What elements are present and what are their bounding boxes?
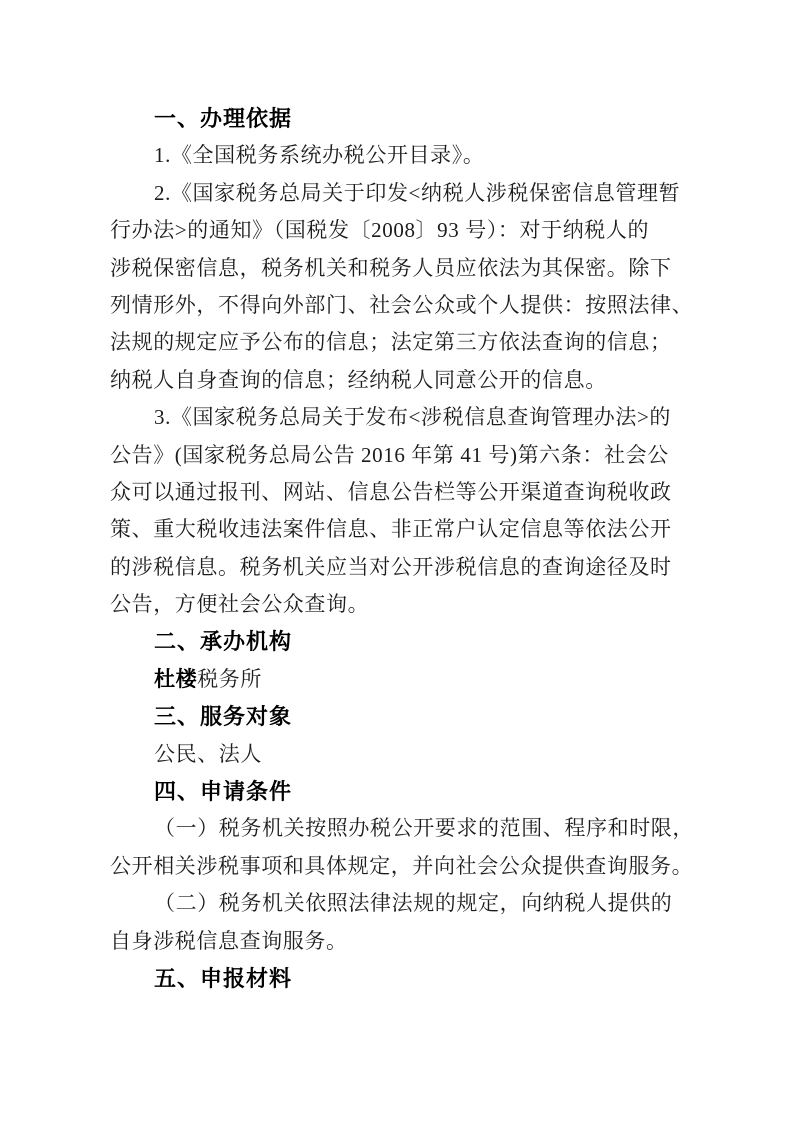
basis-item-2-line-3: 涉税保密信息，税务机关和税务人员应依法为其保密。除下 bbox=[110, 255, 672, 280]
basis-item-2-line-5: 法规的规定应予公布的信息；法定第三方依法查询的信息； bbox=[110, 330, 672, 355]
conditions-item-1-line-2: 公开相关涉税事项和具体规定，并向社会公众提供查询服务。 bbox=[110, 853, 694, 878]
conditions-item-2-line-1: （二）税务机关依照法律法规的规定，向纳税人提供的 bbox=[154, 891, 673, 916]
basis-item-3-line-3: 众可以通过报刊、网站、信息公告栏等公开渠道查询税收政 bbox=[110, 479, 672, 504]
section-heading-service-target: 三、服务对象 bbox=[154, 704, 293, 730]
basis-item-3-line-5: 的涉税信息。税务机关应当对公开涉税信息的查询途径及时 bbox=[110, 554, 672, 579]
basis-item-3-line-2: 公告》(国家税务总局公告 2016 年第 41 号)第六条：社会公 bbox=[110, 442, 669, 467]
basis-item-2-line-2: 行办法>的通知》（国税发〔2008〕93 号）：对于纳税人的 bbox=[110, 218, 650, 243]
section-heading-conditions: 四、申请条件 bbox=[154, 779, 293, 805]
basis-item-2-line-1: 2.《国家税务总局关于印发<纳税人涉税保密信息管理暂 bbox=[154, 180, 681, 205]
basis-item-1: 1.《全国税务系统办税公开目录》。 bbox=[154, 143, 485, 168]
section-heading-materials: 五、申报材料 bbox=[154, 965, 293, 991]
organization-name-bold: 杜楼 bbox=[154, 667, 198, 691]
basis-item-3-line-4: 策、重大税收违法案件信息、非正常户认定信息等依法公开 bbox=[110, 517, 672, 542]
organization-name-regular: 税务所 bbox=[197, 666, 263, 691]
basis-item-2-line-4: 列情形外，不得向外部门、社会公众或个人提供：按照法律、 bbox=[110, 292, 694, 317]
conditions-item-1-line-1: （一）税务机关按照办税公开要求的范围、程序和时限， bbox=[154, 816, 694, 841]
section-heading-basis: 一、办理依据 bbox=[154, 106, 293, 131]
basis-item-2-line-6: 纳税人自身查询的信息；经纳税人同意公开的信息。 bbox=[110, 367, 607, 392]
conditions-item-2-line-2: 自身涉税信息查询服务。 bbox=[110, 928, 348, 953]
section-heading-organization: 二、承办机构 bbox=[154, 629, 293, 655]
basis-item-3-line-6: 公告，方便社会公众查询。 bbox=[110, 592, 370, 617]
basis-item-3-line-1: 3.《国家税务总局关于发布<涉税信息查询管理办法>的 bbox=[154, 405, 672, 430]
service-target-line: 公民、法人 bbox=[154, 741, 262, 766]
organization-line bbox=[110, 661, 695, 698]
